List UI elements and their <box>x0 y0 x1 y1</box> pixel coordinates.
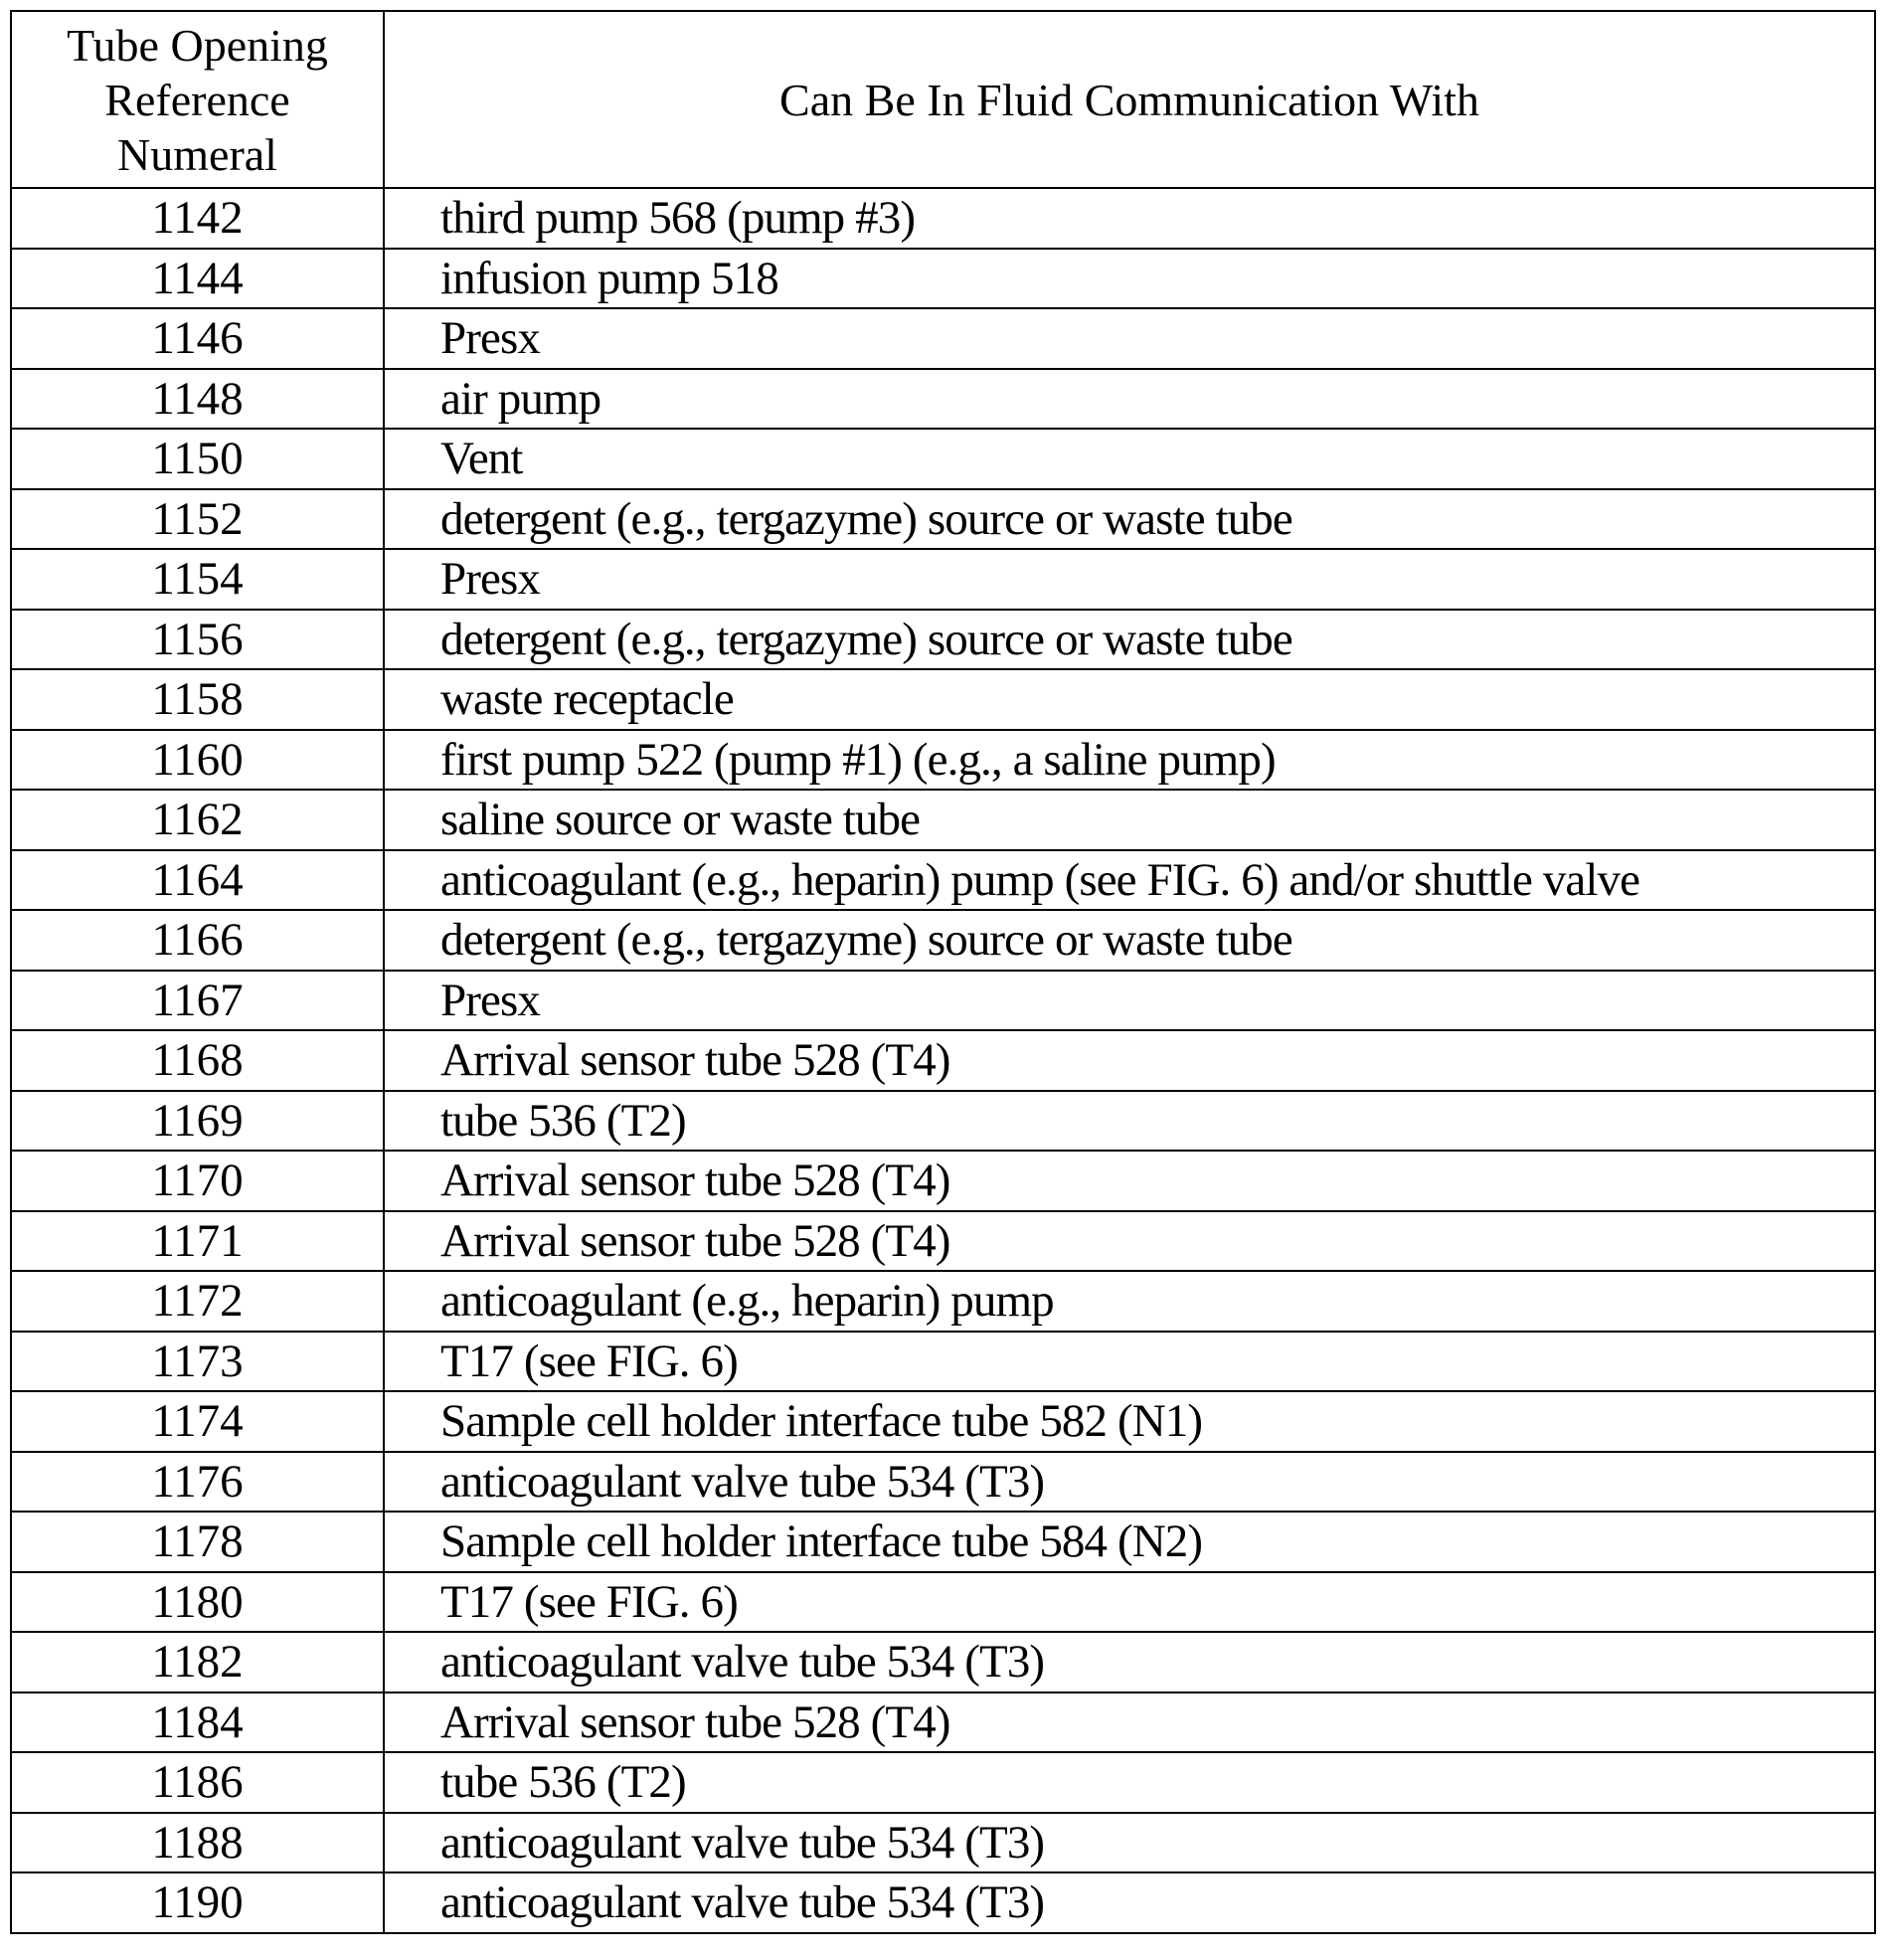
table-row <box>11 429 1875 489</box>
table-row <box>11 549 1875 610</box>
fluid-communication-cell: tube 536 (T2) <box>384 1752 1875 1813</box>
fluid-communication-cell: third pump 568 (pump #3) <box>384 188 1875 249</box>
table-row <box>11 610 1875 670</box>
fluid-communication-cell: anticoagulant valve tube 534 (T3) <box>384 1632 1875 1693</box>
fluid-communication-cell: Sample cell holder interface tube 584 (N2) <box>384 1512 1875 1572</box>
fluid-communication-cell: infusion pump 518 <box>384 249 1875 309</box>
table-row <box>11 1632 1875 1693</box>
fluid-communication-cell: first pump 522 (pump #1) (e.g., a saline pump) <box>384 730 1875 791</box>
table-row <box>11 249 1875 309</box>
tube-opening-numeral-cell: 1180 <box>11 1572 384 1633</box>
table-row <box>11 1151 1875 1211</box>
table-row <box>11 1512 1875 1572</box>
tube-opening-numeral-cell: 1190 <box>11 1872 384 1933</box>
table-row <box>11 1572 1875 1633</box>
tube-opening-numeral-cell: 1186 <box>11 1752 384 1813</box>
table-row <box>11 1693 1875 1753</box>
table-row <box>11 1271 1875 1332</box>
tube-opening-numeral-cell: 1156 <box>11 610 384 670</box>
tube-opening-numeral-cell: 1164 <box>11 850 384 911</box>
table-row <box>11 1813 1875 1873</box>
fluid-communication-cell: anticoagulant valve tube 534 (T3) <box>384 1872 1875 1933</box>
tube-opening-numeral-cell: 1160 <box>11 730 384 791</box>
table-row <box>11 1391 1875 1452</box>
fluid-communication-cell: detergent (e.g., tergazyme) source or waste tube <box>384 610 1875 670</box>
fluid-communication-cell: detergent (e.g., tergazyme) source or waste tube <box>384 910 1875 971</box>
tube-opening-numeral-cell: 1168 <box>11 1030 384 1091</box>
table-row <box>11 730 1875 791</box>
header-can-be-in-fluid-communication-with: Can Be In Fluid Communication With <box>384 11 1875 188</box>
table-row <box>11 1091 1875 1152</box>
fluid-communication-cell: Arrival sensor tube 528 (T4) <box>384 1211 1875 1272</box>
tube-opening-numeral-cell: 1169 <box>11 1091 384 1152</box>
fluid-communication-cell: Vent <box>384 429 1875 489</box>
table-row <box>11 1030 1875 1091</box>
table-header-row <box>11 11 1875 188</box>
tube-opening-numeral-cell: 1176 <box>11 1452 384 1513</box>
tube-opening-numeral-cell: 1167 <box>11 971 384 1031</box>
tube-opening-numeral-cell: 1172 <box>11 1271 384 1332</box>
fluid-communication-cell: air pump <box>384 369 1875 430</box>
tube-opening-numeral-cell: 1170 <box>11 1151 384 1211</box>
table-row <box>11 1872 1875 1933</box>
tube-opening-numeral-cell: 1154 <box>11 549 384 610</box>
table-row <box>11 850 1875 911</box>
table-row <box>11 1452 1875 1513</box>
table-row <box>11 188 1875 249</box>
tube-opening-numeral-cell: 1182 <box>11 1632 384 1693</box>
tube-opening-numeral-cell: 1150 <box>11 429 384 489</box>
fluid-communication-cell: anticoagulant valve tube 534 (T3) <box>384 1813 1875 1873</box>
table-row <box>11 1752 1875 1813</box>
table-row <box>11 790 1875 850</box>
fluid-communication-cell: waste receptacle <box>384 669 1875 730</box>
fluid-communication-cell: anticoagulant (e.g., heparin) pump <box>384 1271 1875 1332</box>
table-row <box>11 308 1875 369</box>
tube-opening-numeral-cell: 1142 <box>11 188 384 249</box>
table-row <box>11 1332 1875 1392</box>
fluid-communication-cell: Sample cell holder interface tube 582 (N1) <box>384 1391 1875 1452</box>
fluid-communication-cell: Presx <box>384 549 1875 610</box>
tube-opening-numeral-cell: 1148 <box>11 369 384 430</box>
fluid-communication-cell: Arrival sensor tube 528 (T4) <box>384 1693 1875 1753</box>
tube-opening-table <box>10 10 1876 1934</box>
tube-opening-numeral-cell: 1146 <box>11 308 384 369</box>
fluid-communication-cell: saline source or waste tube <box>384 790 1875 850</box>
table-row <box>11 369 1875 430</box>
fluid-communication-cell: tube 536 (T2) <box>384 1091 1875 1152</box>
header-tube-opening-reference-numeral: Tube Opening Reference Numeral <box>11 11 384 188</box>
tube-opening-numeral-cell: 1184 <box>11 1693 384 1753</box>
tube-opening-numeral-cell: 1178 <box>11 1512 384 1572</box>
tube-opening-numeral-cell: 1188 <box>11 1813 384 1873</box>
table-row <box>11 910 1875 971</box>
tube-opening-numeral-cell: 1171 <box>11 1211 384 1272</box>
fluid-communication-cell: Presx <box>384 971 1875 1031</box>
tube-opening-numeral-cell: 1173 <box>11 1332 384 1392</box>
tube-opening-numeral-cell: 1158 <box>11 669 384 730</box>
fluid-communication-cell: Arrival sensor tube 528 (T4) <box>384 1151 1875 1211</box>
tube-opening-numeral-cell: 1166 <box>11 910 384 971</box>
tube-opening-numeral-cell: 1144 <box>11 249 384 309</box>
table-row <box>11 489 1875 550</box>
tube-opening-numeral-cell: 1162 <box>11 790 384 850</box>
fluid-communication-cell: T17 (see FIG. 6) <box>384 1572 1875 1633</box>
fluid-communication-cell: Presx <box>384 308 1875 369</box>
table-body <box>11 188 1875 1933</box>
fluid-communication-cell: T17 (see FIG. 6) <box>384 1332 1875 1392</box>
fluid-communication-cell: anticoagulant valve tube 534 (T3) <box>384 1452 1875 1513</box>
table-row <box>11 971 1875 1031</box>
fluid-communication-cell: detergent (e.g., tergazyme) source or waste tube <box>384 489 1875 550</box>
tube-opening-numeral-cell: 1174 <box>11 1391 384 1452</box>
table-row <box>11 1211 1875 1272</box>
fluid-communication-cell: anticoagulant (e.g., heparin) pump (see FIG. 6) and/or shuttle valve <box>384 850 1875 911</box>
table-row <box>11 669 1875 730</box>
tube-opening-numeral-cell: 1152 <box>11 489 384 550</box>
fluid-communication-cell: Arrival sensor tube 528 (T4) <box>384 1030 1875 1091</box>
